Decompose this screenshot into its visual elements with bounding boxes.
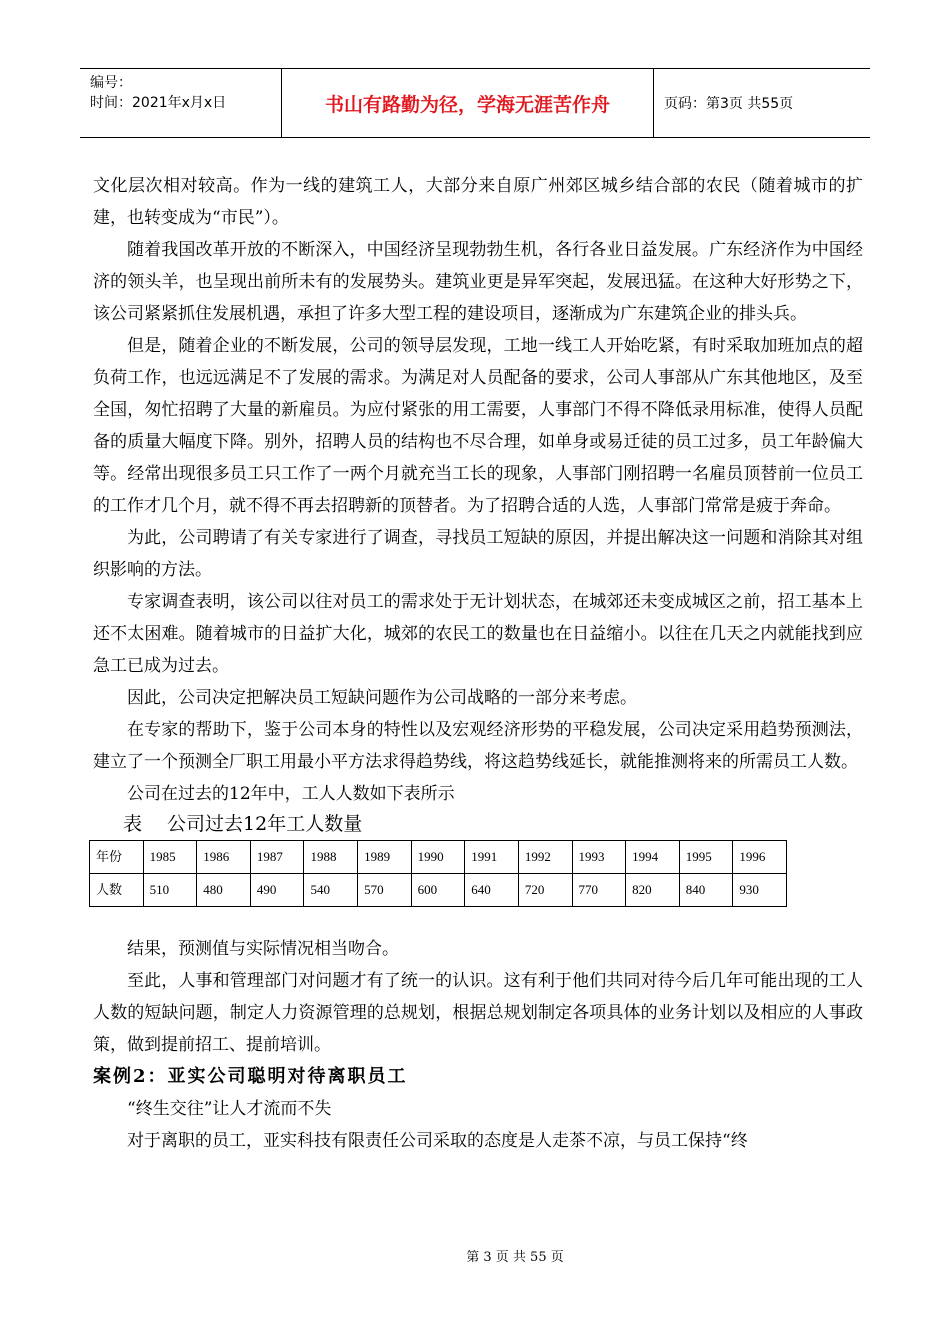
table-row xyxy=(90,874,787,907)
table-cell: 510 xyxy=(143,874,197,907)
table-cell: 490 xyxy=(250,874,304,907)
table-cell: 1995 xyxy=(679,841,733,874)
case-title: 案例2：亚实公司聪明对待离职员工 xyxy=(93,1066,408,1087)
workers-table xyxy=(89,840,787,907)
page-header xyxy=(80,68,870,138)
table-cell: 1993 xyxy=(572,841,626,874)
table-cell: 480 xyxy=(197,874,251,907)
table-cell: 820 xyxy=(626,874,680,907)
table-cell: 年份 xyxy=(90,841,144,874)
paragraph: 但是，随着企业的不断发展，公司的领导层发现，工地一线工人开始吃紧，有时采取加班加点的超负荷工作，也远远满足不了发展的需求。为满足对人员配备的要求，公司人事部从广东其他地区，及至全国，匆忙招聘了大量的新雇员。为应付紧张的用工需要，人事部门不得不降低录用标准，使得人员配备的质量大幅度下降。别外，招聘人员的结构也不尽合理，如单身或易迁徒的员工过多，员工年龄偏大等。经常出现很多员工只工作了一两个月就充当工长的现象，人事部门刚招聘一名雇员顶替前一位员工的工作才几个月，就不得不再去招聘新的顶替者。为了招聘合适的人选，人事部门常常是疲于奔命。 xyxy=(93,336,863,516)
page-footer: 第 3 页 共 55 页 xyxy=(466,1250,564,1265)
paragraph: 至此，人事和管理部门对问题才有了统一的认识。这有利于他们共同对待今后几年可能出现的工人人数的短缺问题，制定人力资源管理的总规划，根据总规划制定各项具体的业务计划以及相应的人事政策，做到提前招工、提前培训。 xyxy=(93,971,863,1055)
header-page-info: 页码：第3页 共55页 xyxy=(664,96,794,112)
spacer xyxy=(93,907,863,933)
header-meta xyxy=(80,69,282,137)
table-cell: 1991 xyxy=(465,841,519,874)
paragraph: 随着我国改革开放的不断深入，中国经济呈现勃勃生机，各行各业日益发展。广东经济作为中国经济的领头羊，也呈现出前所未有的发展势头。建筑业更是异军突起，发展迅猛。在这种大好形势之下，该公司紧紧抓住发展机遇，承担了许多大型工程的建设项目，逐渐成为广东建筑企业的排头兵。 xyxy=(93,240,863,324)
table-cell: 1986 xyxy=(197,841,251,874)
paragraph: 为此，公司聘请了有关专家进行了调查，寻找员工短缺的原因，并提出解决这一问题和消除其对组织影响的方法。 xyxy=(93,528,863,580)
motto: 书山有路勤为径，学海无涯苦作舟 xyxy=(324,93,610,116)
paragraph: 因此，公司决定把解决员工短缺问题作为公司战略的一部分来考虑。 xyxy=(127,688,637,708)
table-cell: 770 xyxy=(572,874,626,907)
paragraph: 结果，预测值与实际情况相当吻合。 xyxy=(127,939,399,959)
table-cell: 1992 xyxy=(518,841,572,874)
table-cell: 人数 xyxy=(90,874,144,907)
paragraph: 文化层次相对较高。作为一线的建筑工人，大部分来自原广州郊区城乡结合部的农民（随着城市的扩建，也转变成为“市民”）。 xyxy=(93,176,863,228)
table-cell: 720 xyxy=(518,874,572,907)
paragraph: 对于离职的员工，亚实科技有限责任公司采取的态度是人走茶不凉，与员工保持“终 xyxy=(127,1131,748,1151)
table-cell: 1994 xyxy=(626,841,680,874)
table-cell: 1985 xyxy=(143,841,197,874)
table-cell: 540 xyxy=(304,874,358,907)
table-cell: 840 xyxy=(679,874,733,907)
date-line: 时间：2021年x月x日 xyxy=(90,95,227,111)
table-caption: 表 公司过去12年工人数量 xyxy=(123,813,363,835)
table-cell: 930 xyxy=(733,874,787,907)
table-cell: 1988 xyxy=(304,841,358,874)
table-cell: 600 xyxy=(411,874,465,907)
number-label: 编号： xyxy=(90,75,132,91)
case-subtitle: “终生交往”让人才流而不失 xyxy=(127,1099,332,1119)
header-motto-cell xyxy=(282,69,654,137)
table-cell: 1987 xyxy=(250,841,304,874)
table-row xyxy=(90,841,787,874)
paragraph: 在专家的帮助下，鉴于公司本身的特性以及宏观经济形势的平稳发展，公司决定采用趋势预测法，建立了一个预测全厂职工用最小平方法求得趋势线，将这趋势线延长，就能推测将来的所需员工人数。 xyxy=(93,720,863,772)
table-cell: 1989 xyxy=(358,841,412,874)
table-cell: 640 xyxy=(465,874,519,907)
table-cell: 570 xyxy=(358,874,412,907)
paragraph: 公司在过去的12年中，工人人数如下表所示 xyxy=(127,784,455,804)
table-cell: 1996 xyxy=(733,841,787,874)
paragraph: 专家调查表明，该公司以往对员工的需求处于无计划状态，在城郊还未变成城区之前，招工基本上还不太困难。随着城市的日益扩大化，城郊的农民工的数量也在日益缩小。以往在几天之内就能找到应急工已成为过去。 xyxy=(93,592,863,676)
document-body xyxy=(93,170,863,1157)
table-cell: 1990 xyxy=(411,841,465,874)
